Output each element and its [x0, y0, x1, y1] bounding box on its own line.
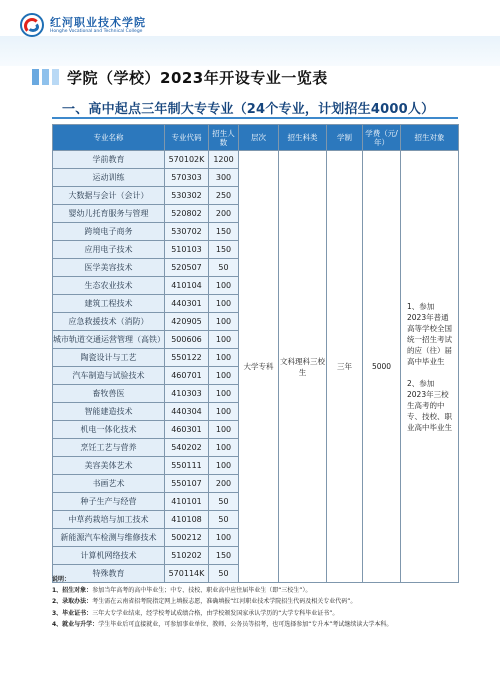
header-count: 招生人数 — [209, 125, 239, 151]
section-subtitle: 一、高中起点三年制大专专业（24个专业，计划招生4000人） — [62, 102, 435, 117]
major-name: 机电一体化技术 — [53, 421, 165, 439]
major-name: 医学美容技术 — [53, 259, 165, 277]
enrollment-count: 100 — [209, 439, 239, 457]
majors-table — [52, 124, 459, 583]
note-3 — [52, 608, 472, 619]
college-logo-icon — [20, 13, 44, 37]
page-title: 学院（学校）2023年开设专业一览表 — [67, 68, 328, 87]
major-code: 420905 — [165, 313, 209, 331]
note-1-label: 1、招生对象： — [52, 587, 93, 595]
enrollment-count: 100 — [209, 331, 239, 349]
major-code: 460301 — [165, 421, 209, 439]
note-2-label: 2、录取办法： — [52, 598, 93, 606]
header-code: 专业代码 — [165, 125, 209, 151]
major-name: 中草药栽培与加工技术 — [53, 511, 165, 529]
major-name: 学前教育 — [53, 151, 165, 169]
major-code: 530302 — [165, 187, 209, 205]
header-fee: 学费（元/年） — [363, 125, 401, 151]
major-code: 460701 — [165, 367, 209, 385]
major-code: 500606 — [165, 331, 209, 349]
major-name: 计算机网络技术 — [53, 547, 165, 565]
major-name: 书画艺术 — [53, 475, 165, 493]
major-name: 建筑工程技术 — [53, 295, 165, 313]
enrollment-count: 100 — [209, 349, 239, 367]
major-name: 烹饪工艺与营养 — [53, 439, 165, 457]
major-code: 510202 — [165, 547, 209, 565]
enrollment-count: 250 — [209, 187, 239, 205]
school-name-en: Honghe Vocational and Technical College — [50, 28, 143, 34]
major-name: 汽车制造与试验技术 — [53, 367, 165, 385]
enrollment-count: 100 — [209, 313, 239, 331]
brand — [50, 16, 146, 35]
major-code: 540202 — [165, 439, 209, 457]
major-name: 智能建造技术 — [53, 403, 165, 421]
major-code: 500212 — [165, 529, 209, 547]
enrollment-count: 100 — [209, 457, 239, 475]
enrollment-count: 100 — [209, 529, 239, 547]
major-name: 婴幼儿托育服务与管理 — [53, 205, 165, 223]
target-spacer — [407, 367, 452, 378]
major-code: 550111 — [165, 457, 209, 475]
major-name: 应用电子技术 — [53, 241, 165, 259]
major-code: 570102K — [165, 151, 209, 169]
header-system: 学制 — [327, 125, 363, 151]
major-code: 520802 — [165, 205, 209, 223]
header — [20, 8, 146, 42]
major-name: 城市轨道交通运营管理（高铁） — [53, 331, 165, 349]
note-4-label: 4、就业与升学： — [52, 620, 99, 628]
subtitle-underline — [52, 117, 458, 119]
enrollment-count: 150 — [209, 241, 239, 259]
enrollment-count: 150 — [209, 547, 239, 565]
enrollment-count: 100 — [209, 277, 239, 295]
enrollment-count: 200 — [209, 205, 239, 223]
major-name: 大数据与会计（会计） — [53, 187, 165, 205]
school-name: 红河职业技术学院 — [50, 15, 146, 29]
target-cell — [401, 151, 459, 583]
major-code: 440304 — [165, 403, 209, 421]
category-cell: 文科理科三校生 — [279, 151, 327, 583]
enrollment-count: 200 — [209, 475, 239, 493]
enrollment-count: 100 — [209, 385, 239, 403]
major-name: 美容美体艺术 — [53, 457, 165, 475]
major-code: 570303 — [165, 169, 209, 187]
major-code: 570114K — [165, 565, 209, 583]
header-target: 招生对象 — [401, 125, 459, 151]
major-name: 畜牧兽医 — [53, 385, 165, 403]
enrollment-count: 100 — [209, 295, 239, 313]
level-cell: 大学专科 — [239, 151, 279, 583]
table-row — [53, 151, 459, 169]
major-name: 生态农业技术 — [53, 277, 165, 295]
note-1 — [52, 585, 472, 596]
note-2 — [52, 596, 472, 607]
note-1-text: 参加当年高考的高中毕业生；中专、技校、职业高中应往届毕业生（即“三校生”）。 — [92, 587, 312, 595]
enrollment-count: 150 — [209, 223, 239, 241]
major-code: 510103 — [165, 241, 209, 259]
note-2-text: 考生需在云南省招考院指定网上填报志愿，准确填报“红河职业技术学院招生代码及相关专业代码”。 — [92, 598, 357, 606]
title-bars-decoration — [32, 69, 59, 85]
major-name: 应急救援技术（消防） — [53, 313, 165, 331]
enrollment-count: 100 — [209, 367, 239, 385]
target-1: 1、参加2023年普通高等学校全国统一招生考试的应（往）届高中毕业生 — [407, 301, 452, 366]
enrollment-count: 50 — [209, 565, 239, 583]
note-4 — [52, 619, 472, 630]
major-code: 410303 — [165, 385, 209, 403]
target-2: 2、参加2023年三校生高考的中专、技校、职业高中毕业生 — [407, 378, 452, 432]
major-code: 440301 — [165, 295, 209, 313]
enrollment-count: 50 — [209, 511, 239, 529]
major-name: 运动训练 — [53, 169, 165, 187]
major-code: 550107 — [165, 475, 209, 493]
note-4-text: 学生毕业后可直接就业，可参加事业单位、教师、公务员等招考，也可选择参加“专升本”考试继续读大学本科。 — [98, 620, 393, 628]
note-3-label: 3、毕业证书： — [52, 609, 93, 617]
enrollment-count: 50 — [209, 259, 239, 277]
notes-heading: 说明： — [52, 576, 71, 583]
fee-cell: 5000 — [363, 151, 401, 583]
note-3-text: 三年大专学业结束，经学校考试成绩合格，由学校颁发国家承认学历的“大学专科毕业证书”。 — [92, 609, 339, 617]
major-name: 种子生产与经营 — [53, 493, 165, 511]
header-name: 专业名称 — [53, 125, 165, 151]
major-code: 520507 — [165, 259, 209, 277]
notes — [52, 574, 472, 630]
major-code: 550122 — [165, 349, 209, 367]
major-name: 新能源汽车检测与维修技术 — [53, 529, 165, 547]
enrollment-count: 50 — [209, 493, 239, 511]
table-header-row — [53, 125, 459, 151]
enrollment-count: 100 — [209, 403, 239, 421]
header-category: 招生科类 — [279, 125, 327, 151]
major-code: 410101 — [165, 493, 209, 511]
title-row — [32, 68, 328, 86]
major-name: 跨境电子商务 — [53, 223, 165, 241]
major-name: 陶瓷设计与工艺 — [53, 349, 165, 367]
enrollment-count: 300 — [209, 169, 239, 187]
major-name: 特殊教育 — [53, 565, 165, 583]
table-body — [53, 151, 459, 583]
major-code: 410104 — [165, 277, 209, 295]
enrollment-count: 1200 — [209, 151, 239, 169]
header-level: 层次 — [239, 125, 279, 151]
major-code: 530702 — [165, 223, 209, 241]
major-code: 410108 — [165, 511, 209, 529]
system-cell: 三年 — [327, 151, 363, 583]
enrollment-count: 100 — [209, 421, 239, 439]
